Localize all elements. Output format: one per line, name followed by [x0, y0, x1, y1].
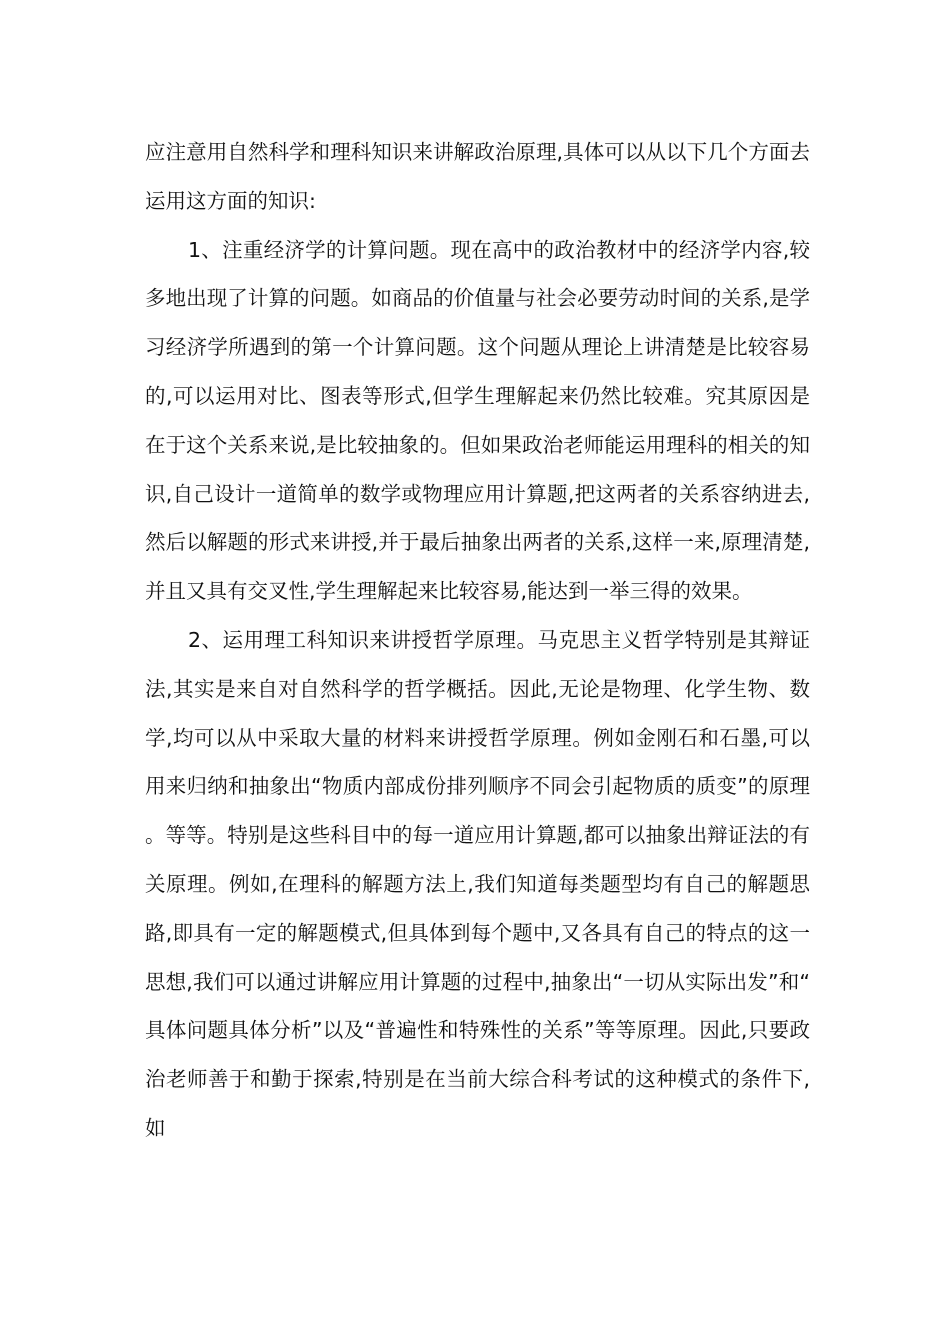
document-body: [145, 128, 810, 1153]
paragraph-philosophy: 2、运用理工科知识来讲授哲学原理。马克思主义哲学特别是其辩证法,其实是来自对自然科学的哲学概括。因此,无论是物理、化学生物、数学,均可以从中采取大量的材料来讲授哲学原理。例如金刚石和石墨,可以用来归纳和抽象出“物质内部成份排列顺序不同会引起物质的质变”的原理。等等。特别是这些科目中的每一道应用计算题,都可以抽象出辩证法的有关原理。例如,在理科的解题方法上,我们知道每类题型均有自己的解题思路,即具有一定的解题模式,但具体到每个题中,又各具有自己的特点的这一思想,我们可以通过讲解应用计算题的过程中,抽象出“一切从实际出发”和“具体问题具体分析”以及“普遍性和特殊性的关系”等等原理。因此,只要政治老师善于和勤于探索,特别是在当前大综合科考试的这种模式的条件下,如: [145, 627, 810, 1140]
paragraph-economics: 1、注重经济学的计算问题。现在高中的政治教材中的经济学内容,较多地出现了计算的问题。如商品的价值量与社会必要劳动时间的关系,是学习经济学所遇到的第一个计算问题。这个问题从理论上讲清楚是比较容易的,可以运用对比、图表等形式,但学生理解起来仍然比较难。究其原因是在于这个关系来说,是比较抽象的。但如果政治老师能运用理科的相关的知识,自己设计一道简单的数学或物理应用计算题,把这两者的关系容纳进去,然后以解题的形式来讲授,并于最后抽象出两者的关系,这样一来,原理清楚,并且又具有交叉性,学生理解起来比较容易,能达到一举三得的效果。: [145, 237, 810, 604]
paragraph-intro: 应注意用自然科学和理科知识来讲解政治原理,具体可以从以下几个方面去运用这方面的知识:: [145, 140, 810, 213]
